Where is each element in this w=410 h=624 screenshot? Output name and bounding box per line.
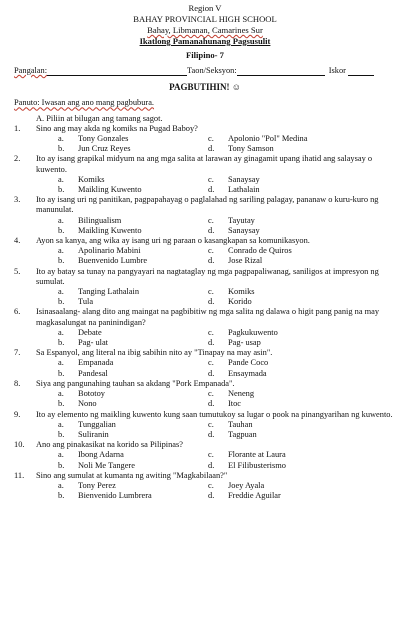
- option-letter: b.: [58, 185, 65, 195]
- answer-option[interactable]: [188, 144, 396, 154]
- region-label: Region V: [188, 3, 222, 13]
- name-label: Pangalan:: [14, 66, 48, 75]
- option-letter: a.: [58, 174, 64, 184]
- option-letter: c.: [208, 287, 214, 297]
- option-text: Komiks: [78, 174, 105, 184]
- answer-option[interactable]: [58, 226, 188, 236]
- answer-option[interactable]: [188, 481, 396, 491]
- option-text: Pag- usap: [228, 338, 261, 348]
- option-text: Itoc: [228, 399, 242, 409]
- answer-option[interactable]: [58, 481, 188, 491]
- answer-option[interactable]: [188, 216, 396, 226]
- option-text: Pag- ulat: [78, 338, 109, 348]
- option-letter: b.: [58, 429, 65, 439]
- question-text: Ayon sa kanya, ang wika ay isang uri ng paraan o kasangkapan sa komunikasyon.: [36, 236, 310, 246]
- option-text: Debate: [78, 327, 102, 337]
- option-text: Tayutay: [228, 215, 255, 225]
- answer-option[interactable]: [58, 420, 188, 430]
- option-text: Maikling Kuwento: [78, 225, 142, 235]
- answer-option[interactable]: [58, 185, 188, 195]
- option-letter: a.: [58, 215, 64, 225]
- answer-option[interactable]: [188, 287, 396, 297]
- question-number: 8.: [14, 378, 21, 388]
- option-text: Suliranin: [78, 429, 109, 439]
- answer-option[interactable]: [58, 461, 188, 471]
- option-letter: d.: [208, 297, 215, 307]
- option-letter: a.: [58, 389, 64, 399]
- option-letter: d.: [208, 491, 215, 501]
- option-text: Pande Coco: [228, 358, 269, 368]
- option-letter: d.: [208, 460, 215, 470]
- option-text: Sanaysay: [228, 174, 260, 184]
- option-letter: a.: [58, 358, 64, 368]
- answer-option[interactable]: [188, 338, 396, 348]
- option-letter: d.: [208, 338, 215, 348]
- option-text: Tony Perez: [78, 480, 116, 490]
- question-item: [14, 471, 396, 502]
- option-text: Ibong Adarna: [78, 450, 124, 460]
- question-item: [14, 154, 396, 195]
- option-text: Pandesal: [78, 368, 108, 378]
- option-letter: d.: [208, 399, 215, 409]
- option-letter: a.: [58, 287, 64, 297]
- question-text: Sa Espanyol, ang literal na ibig sabihin nito ay "Tinapay na may asin".: [36, 348, 273, 358]
- option-text: Empanada: [78, 358, 114, 368]
- option-letter: c.: [208, 134, 214, 144]
- answer-option[interactable]: [58, 144, 188, 154]
- question-number: 9.: [14, 409, 21, 419]
- question-text: Ito ay isang grapikal midyum na ang mga salita at larawan ay ginagamit upang ihatid ang salaysay o kuwento.: [36, 154, 373, 174]
- question-text: Sino ang may akda ng komiks na Pugad Baboy?: [36, 123, 198, 133]
- option-text: Ensaymada: [228, 368, 267, 378]
- option-text: Buenvenido Lumbre: [78, 256, 148, 266]
- option-letter: c.: [208, 450, 214, 460]
- answer-option[interactable]: [188, 134, 396, 144]
- option-text: Florante at Laura: [228, 450, 286, 460]
- answer-option[interactable]: [188, 450, 396, 460]
- answer-option[interactable]: [188, 430, 396, 440]
- question-number: 10.: [14, 440, 25, 450]
- option-text: Noli Me Tangere: [78, 460, 135, 470]
- option-letter: d.: [208, 185, 215, 195]
- answer-option[interactable]: [58, 328, 188, 338]
- question-item: [14, 267, 396, 308]
- answer-option[interactable]: [58, 491, 188, 501]
- school-address: Bahay, Libmanan, Camarines Sur: [147, 25, 263, 35]
- question-list: [14, 124, 396, 502]
- question-number: 6.: [14, 307, 21, 317]
- answer-option[interactable]: [188, 369, 396, 379]
- option-letter: b.: [58, 368, 65, 378]
- option-text: Jose Rizal: [228, 256, 263, 266]
- question-item: [14, 236, 396, 267]
- option-letter: c.: [208, 174, 214, 184]
- answer-option[interactable]: [58, 246, 188, 256]
- answer-option[interactable]: [188, 420, 396, 430]
- option-text: Nono: [78, 399, 97, 409]
- option-letter: a.: [58, 134, 64, 144]
- option-letter: d.: [208, 144, 215, 154]
- question-item: [14, 410, 396, 441]
- option-text: Neneng: [228, 389, 255, 399]
- option-letter: a.: [58, 327, 64, 337]
- question-text: Ito ay elemento ng maikling kuwento kung saan tumutukoy sa lugar o pook na pinangyarihan ng kuwento.: [36, 409, 393, 419]
- option-text: Apolinario Mabini: [78, 246, 141, 256]
- answer-option[interactable]: [188, 246, 396, 256]
- option-text: Tula: [78, 297, 94, 307]
- option-text: Sanaysay: [228, 225, 260, 235]
- option-text: Tony Gonzales: [78, 134, 129, 144]
- answer-option[interactable]: [58, 287, 188, 297]
- answer-option[interactable]: [188, 185, 396, 195]
- answer-option[interactable]: [58, 450, 188, 460]
- answer-option[interactable]: [188, 297, 396, 307]
- question-number: 1.: [14, 123, 21, 133]
- option-text: Lathalain: [228, 185, 260, 195]
- option-letter: b.: [58, 491, 65, 501]
- option-text: Tunggalian: [78, 419, 116, 429]
- subject-label: Filipino- 7: [186, 50, 224, 60]
- part-a-instruction: A. Piliin at bilugan ang tamang sagot.: [36, 113, 163, 123]
- student-info-row: [14, 66, 396, 76]
- option-text: Tony Samson: [228, 144, 274, 154]
- question-number: 3.: [14, 195, 21, 205]
- option-text: Jun Cruz Reyes: [78, 144, 131, 154]
- answer-option[interactable]: [58, 338, 188, 348]
- answer-option[interactable]: [58, 216, 188, 226]
- option-text: Tauhan: [228, 419, 253, 429]
- year-line[interactable]: [237, 67, 325, 76]
- option-text: Conrado de Quiros: [228, 246, 292, 256]
- question-item: [14, 440, 396, 471]
- option-letter: b.: [58, 256, 65, 266]
- question-text: Ito ay isang uri ng panitikan, pagpapahayag o paglalahad ng sariling palagay, pananaw o kuru-kuro ng manunulat.: [36, 195, 379, 215]
- answer-option[interactable]: [188, 256, 396, 266]
- question-number: 2.: [14, 154, 21, 164]
- question-item: [14, 307, 396, 348]
- question-number: 7.: [14, 348, 21, 358]
- option-letter: c.: [208, 480, 214, 490]
- option-text: Komiks: [228, 287, 255, 297]
- option-text: Tagpuan: [228, 429, 257, 439]
- question-number: 5.: [14, 266, 21, 276]
- question-item: [14, 124, 396, 155]
- option-letter: c.: [208, 246, 214, 256]
- option-letter: c.: [208, 327, 214, 337]
- question-text: Siya ang pangunahing tauhan sa akdang "Pork Empanada".: [36, 378, 235, 388]
- answer-option[interactable]: [188, 328, 396, 338]
- answer-option[interactable]: [188, 175, 396, 185]
- year-label: Taon/Seksyon:: [187, 66, 237, 75]
- option-text: Joey Ayala: [228, 480, 265, 490]
- option-letter: c.: [208, 215, 214, 225]
- answer-option[interactable]: [58, 256, 188, 266]
- exam-name: Ikatlong Pamanahunang Pagsusulit: [139, 36, 271, 46]
- question-text: Isinasaalang- alang dito ang maingat na pagbibitiw ng mga salita ng dalawa o higit pang panig na may magkasalungat na paninindigan?: [36, 307, 380, 327]
- school-name: BAHAY PROVINCIAL HIGH SCHOOL: [133, 14, 277, 24]
- question-number: 11.: [14, 470, 25, 480]
- answer-option[interactable]: [58, 175, 188, 185]
- option-letter: a.: [58, 246, 64, 256]
- option-letter: b.: [58, 338, 65, 348]
- answer-option[interactable]: [58, 399, 188, 409]
- answer-option[interactable]: [188, 389, 396, 399]
- directions: Panuto: Iwasan ang ano mang pagbubura.: [14, 98, 155, 108]
- question-number: 4.: [14, 236, 21, 246]
- question-item: [14, 348, 396, 379]
- answer-option[interactable]: [58, 389, 188, 399]
- option-text: Maikling Kuwento: [78, 185, 142, 195]
- option-text: Bototoy: [78, 389, 105, 399]
- option-text: Apolonio "Pol" Medina: [228, 134, 308, 144]
- option-letter: c.: [208, 419, 214, 429]
- option-text: Korido: [228, 297, 252, 307]
- question-text: Sino ang sumulat at kumanta ng awiting "Magkabilaan?": [36, 470, 228, 480]
- option-letter: c.: [208, 389, 214, 399]
- option-letter: a.: [58, 450, 64, 460]
- answer-option[interactable]: [58, 358, 188, 368]
- question-item: [14, 195, 396, 236]
- option-letter: b.: [58, 144, 65, 154]
- answer-option[interactable]: [58, 430, 188, 440]
- option-text: Freddie Aguilar: [228, 491, 281, 501]
- score-line[interactable]: [348, 67, 374, 76]
- option-letter: d.: [208, 256, 215, 266]
- option-letter: b.: [58, 297, 65, 307]
- question-text: Ano ang pinakasikat na korido sa Pilipinas?: [36, 440, 184, 450]
- answer-option[interactable]: [58, 297, 188, 307]
- answer-option[interactable]: [188, 399, 396, 409]
- option-letter: a.: [58, 480, 64, 490]
- option-text: Tanging Lathalain: [78, 287, 140, 297]
- option-text: Bienvenido Lumbrera: [78, 491, 152, 501]
- option-letter: b.: [58, 460, 65, 470]
- answer-option[interactable]: [188, 461, 396, 471]
- option-letter: d.: [208, 225, 215, 235]
- answer-option[interactable]: [188, 226, 396, 236]
- answer-option[interactable]: [188, 358, 396, 368]
- name-line[interactable]: [47, 67, 187, 76]
- option-text: Pagkukuwento: [228, 327, 278, 337]
- page-title: PAGBUTIHIN! ☺: [169, 82, 241, 93]
- question-text: Ito ay batay sa tunay na pangyayari na nagtataglay ng mga pagpapaliwanag, saniligos at impresyon ng sumulat.: [36, 266, 379, 286]
- option-letter: b.: [58, 225, 65, 235]
- option-letter: a.: [58, 419, 64, 429]
- question-item: [14, 379, 396, 410]
- answer-option[interactable]: [58, 134, 188, 144]
- option-text: Bilingualism: [78, 215, 122, 225]
- option-letter: d.: [208, 429, 215, 439]
- answer-option[interactable]: [58, 369, 188, 379]
- option-letter: c.: [208, 358, 214, 368]
- option-letter: b.: [58, 399, 65, 409]
- option-text: El Filibusterismo: [228, 460, 286, 470]
- score-label: Iskor: [328, 66, 346, 75]
- option-letter: d.: [208, 368, 215, 378]
- answer-option[interactable]: [188, 491, 396, 501]
